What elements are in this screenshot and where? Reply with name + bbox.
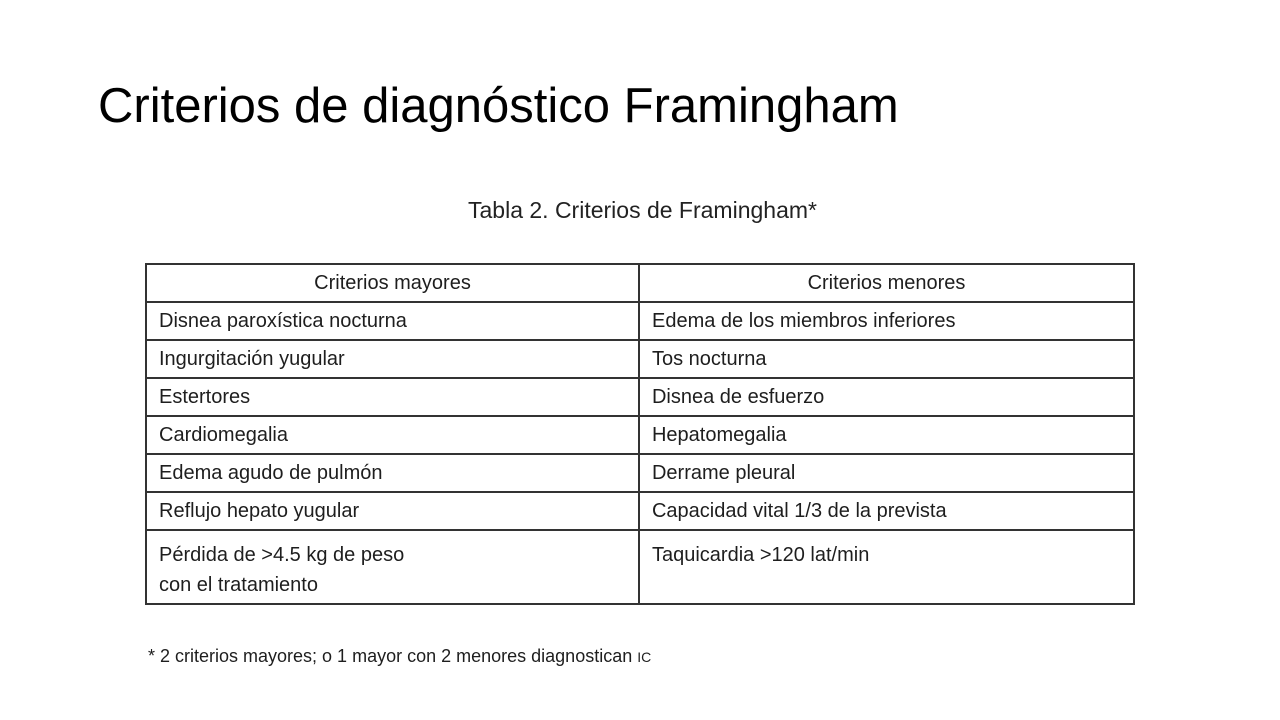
major-criterion-line: Pérdida de >4.5 kg de peso (159, 544, 405, 566)
major-criterion-cell: Disnea paroxística nocturna (146, 302, 639, 340)
major-criterion-cell (146, 530, 639, 604)
table-row (146, 340, 1134, 378)
table-row (146, 530, 1134, 604)
minor-criterion-cell: Derrame pleural (639, 454, 1134, 492)
minor-criterion-cell: Tos nocturna (639, 340, 1134, 378)
table-row (146, 416, 1134, 454)
header-criterios-mayores: Criterios mayores (146, 264, 639, 302)
table-row (146, 302, 1134, 340)
minor-criterion-cell: Edema de los miembros inferiores (639, 302, 1134, 340)
table-row (146, 454, 1134, 492)
slide-title: Criterios de diagnóstico Framingham (98, 79, 899, 133)
footnote-text: * 2 criterios mayores; o 1 mayor con 2 menores diagnostican (148, 646, 633, 666)
major-criterion-cell: Edema agudo de pulmón (146, 454, 639, 492)
major-criterion-cell: Cardiomegalia (146, 416, 639, 454)
minor-criterion-cell: Taquicardia >120 lat/min (639, 530, 1134, 604)
framingham-criteria-table (145, 263, 1135, 605)
table-caption: Tabla 2. Criterios de Framingham* (468, 197, 817, 223)
table-row (146, 378, 1134, 416)
major-criterion-cell: Reflujo hepato yugular (146, 492, 639, 530)
major-criterion-line: con el tratamiento (159, 574, 318, 596)
minor-criterion-cell: Capacidad vital 1/3 de la prevista (639, 492, 1134, 530)
footnote-abbreviation: IC (637, 649, 652, 665)
table-footnote (148, 644, 651, 669)
major-criterion-cell: Estertores (146, 378, 639, 416)
table-header-row (146, 264, 1134, 302)
header-criterios-menores: Criterios menores (639, 264, 1134, 302)
table-row (146, 492, 1134, 530)
minor-criterion-cell: Disnea de esfuerzo (639, 378, 1134, 416)
minor-criterion-cell: Hepatomegalia (639, 416, 1134, 454)
major-criterion-cell: Ingurgitación yugular (146, 340, 639, 378)
